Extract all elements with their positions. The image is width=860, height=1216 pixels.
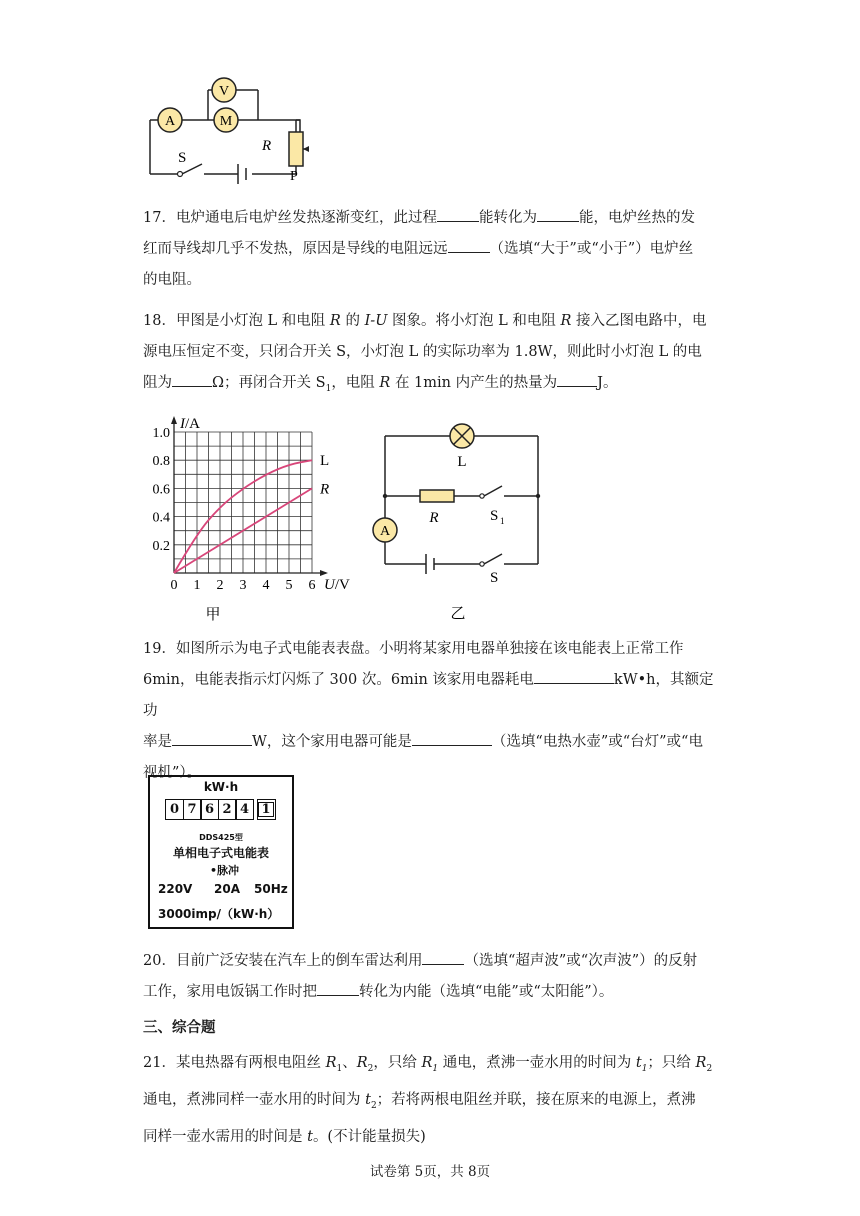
y-tick-label: 0.4 [152,510,170,526]
lamp-icon [450,424,474,448]
chart-caption: 甲 [205,607,221,623]
answer-blank[interactable] [412,729,492,746]
answer-blank[interactable] [557,370,597,387]
x-tick-label: 2 [216,578,224,593]
y-tick-label: 0.6 [152,482,170,498]
iu-chart [140,400,365,625]
answer-blank[interactable] [448,236,490,253]
svg-text:1: 1 [500,516,505,526]
rheostat-icon [289,132,303,166]
svg-text:R: R [429,510,439,526]
answer-blank[interactable] [317,979,359,996]
svg-text:R: R [262,138,272,154]
answer-blank[interactable] [422,948,464,965]
answer-blank[interactable] [172,729,252,746]
svg-text:乙: 乙 [450,606,466,622]
svg-text:S: S [490,570,499,586]
x-tick-label: 3 [239,578,247,593]
energy-meter-panel: kW·h 0 7 6 2 4 1 DDS425型 单相电子式电能表 •脉冲 220V 20A 50Hz 3000imp/（kW·h） [148,775,294,929]
x-tick-label: 0 [170,578,178,593]
series-label-L: L [320,453,330,470]
question-21: 21．某电热器有两根电阻丝 $R_1$、$R_2$，只给 $R_1$ 通电，煮沸一壶水用的时间为 $t_1$；只给 $R_2$ 通电，煮沸同样一壶水用的时间为 $t_2$；若将两根电阻丝并联，接在原来的电源上，煮沸 同样一壶水需用的时间是 t。(不计能量损失) [143,1055,713,1145]
svg-text:S: S [178,150,187,166]
answer-blank[interactable] [537,205,579,222]
svg-text:M: M [219,114,233,129]
x-axis-label: U/V [324,577,350,593]
svg-text:A: A [164,114,176,129]
svg-text:L: L [457,454,467,470]
question-19: 19．如图所示为电子式电能表表盘。小明将某家用电器单独接在该电能表上正常工作 6min，电能表指示灯闪烁了 300 次。6min 该家用电器耗电 kW•h，其额定功 率是 W，这个家用电器可能是 （选填“电热水壶”或“台灯”或“电 视机”）。 [143,641,714,781]
y-tick-label: 0.2 [152,538,170,554]
question-17: 17．电炉通电后电炉丝发热逐渐变红，此过程 能转化为 能，电炉丝热的发 红而导线却几乎不发热，原因是导线的电阻远远 （选填“大于”或“小于”）电炉丝 的电阻。 [143,203,723,296]
x-tick-label: 6 [308,578,316,593]
y-axis-arrow [171,416,177,424]
page-footer: 试卷第 5页，共 8页 [369,1164,491,1180]
x-tick-label: 5 [285,578,293,593]
x-tick-label: 4 [262,578,270,593]
answer-blank[interactable] [437,205,479,222]
y-tick-label: 0.8 [152,454,170,470]
x-tick-label: 1 [193,578,201,593]
circuit-diagram-b [370,420,550,625]
svg-text:S: S [490,508,499,524]
svg-text:P: P [290,169,298,184]
y-axis-label: I/A [180,416,200,432]
x-axis-arrow [320,570,328,576]
y-tick-label: 1.0 [152,426,170,441]
resistor-icon [420,490,454,502]
section-heading: 三、综合题 [143,1020,216,1036]
svg-text:V: V [218,84,230,99]
question-20: 20．目前广泛安装在汽车上的倒车雷达利用 （选填“超声波”或“次声波”）的反射 工作，家用电饭锅工作时把 转化为内能（选填“电能”或“太阳能”）。 [143,946,723,1008]
svg-text:A: A [379,524,391,539]
answer-blank[interactable] [534,667,614,684]
answer-blank[interactable] [172,370,212,387]
meter-digits: 0 7 6 2 4 1 [165,799,274,820]
series-label-R: R [320,481,330,498]
question-18: 18．甲图是小灯泡 L 和电阻 R 的 I-U 图象。将小灯泡 L 和电阻 R 接入乙图电路中，电 源电压恒定不变，只闭合开关 S，小灯泡 L 的实际功率为 1.8W，则此时小灯泡 L 的电 阻为 Ω；再闭合开关 $S_1$，电阻 R 在 1min 内产生的热量为 J。 [143,313,707,394]
circuit-diagram-top [140,70,320,190]
